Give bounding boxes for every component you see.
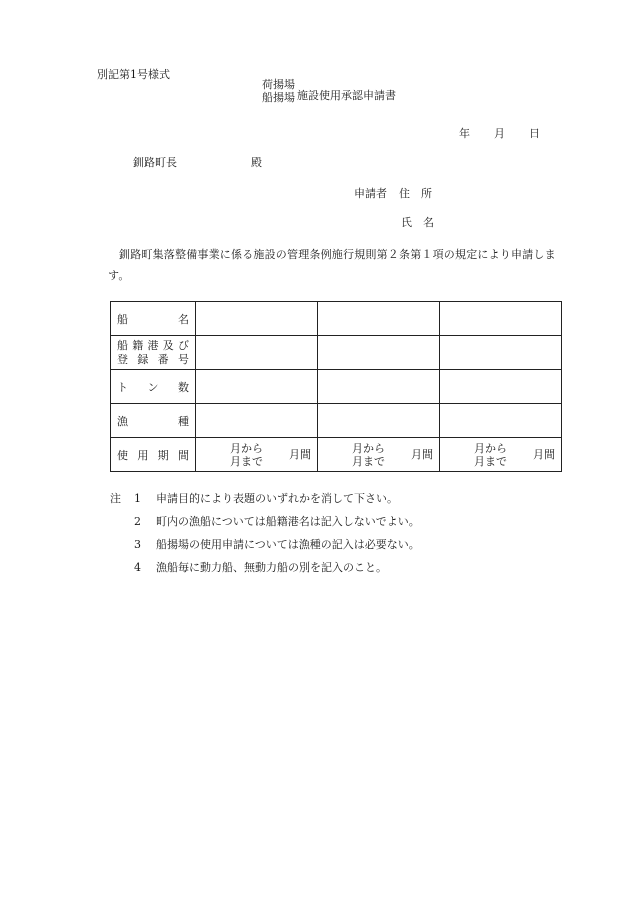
document-title: 施設使用承認申請書	[297, 89, 396, 102]
label-char: 船	[117, 312, 128, 326]
period-from: 月から	[352, 441, 385, 455]
date-month: 月	[494, 127, 505, 140]
table-cell[interactable]	[196, 404, 318, 438]
table-row-tonnage	[111, 370, 562, 404]
table-row-ship-name	[111, 302, 562, 336]
addressee-honorific: 殿	[251, 156, 262, 169]
note-number: 1	[134, 492, 141, 505]
note-indent	[110, 533, 134, 556]
note-indent	[110, 556, 134, 579]
period-content	[440, 442, 561, 468]
label-char: 用	[137, 448, 149, 462]
spread-label	[117, 379, 189, 395]
spread-label	[117, 339, 189, 353]
addressee	[133, 154, 262, 170]
period-cell[interactable]	[318, 438, 440, 472]
label-char: 期	[157, 448, 169, 462]
label-char: 港	[147, 338, 159, 352]
note-text: 船揚場の使用申請については漁種の記入は必要ない。	[156, 538, 420, 551]
label-char: 録	[137, 352, 149, 366]
label-char: 登	[117, 352, 128, 366]
table-row-registry	[111, 336, 562, 370]
table-cell[interactable]	[440, 404, 562, 438]
row-label-ship-name	[111, 302, 196, 336]
label-char: ト	[117, 380, 128, 394]
label-char: 籍	[132, 338, 144, 352]
period-range	[352, 442, 385, 468]
notes	[110, 487, 420, 579]
row-label-tonnage	[111, 370, 196, 404]
note-number: 3	[134, 538, 141, 551]
label-char: び	[178, 338, 189, 352]
row-label-usage-period	[111, 438, 196, 472]
note-text: 町内の漁船については船籍港名は記入しないでよい。	[156, 515, 420, 528]
form-code: 別記第1号様式	[97, 68, 170, 81]
label-char: 及	[162, 338, 174, 352]
spread-label	[117, 311, 189, 327]
period-duration: 月間	[289, 448, 311, 461]
period-to: 月まで	[352, 454, 385, 468]
period-to: 月まで	[474, 454, 507, 468]
period-content	[196, 442, 317, 468]
table-cell[interactable]	[318, 370, 440, 404]
period-from: 月から	[474, 441, 507, 455]
title-option-2: 船揚場	[262, 91, 295, 104]
title-option-1: 荷揚場	[262, 78, 295, 91]
applicant-name-label: 氏 名	[401, 216, 434, 229]
period-range	[474, 442, 507, 468]
note-item	[110, 533, 420, 556]
spread-label	[117, 447, 189, 463]
table-cell[interactable]	[440, 302, 562, 336]
note-text: 漁船毎に動力船、無動力船の別を記入のこと。	[156, 561, 387, 574]
applicant-label: 申請者	[354, 187, 387, 200]
spread-label	[117, 353, 189, 367]
period-range	[230, 442, 263, 468]
applicant-address-line	[354, 185, 432, 201]
body-text: 釧路町集落整備事業に係る施設の管理条例施行規則第２条第１項の規定により申請します。	[108, 248, 556, 282]
note-item	[110, 487, 420, 510]
table-cell[interactable]	[196, 370, 318, 404]
period-cell[interactable]	[440, 438, 562, 472]
period-cell[interactable]	[196, 438, 318, 472]
period-to: 月まで	[230, 454, 263, 468]
label-char: 漁	[117, 414, 128, 428]
label-char: 種	[178, 414, 189, 428]
table-cell[interactable]	[318, 404, 440, 438]
label-char: 間	[177, 448, 189, 462]
note-number: 4	[134, 561, 141, 574]
table-cell[interactable]	[196, 336, 318, 370]
label-char: 使	[117, 448, 128, 462]
notes-head: 注	[110, 492, 121, 505]
table-cell[interactable]	[318, 302, 440, 336]
address-label: 住 所	[399, 187, 432, 200]
period-content	[318, 442, 439, 468]
row-label-registry	[111, 336, 196, 370]
period-duration: 月間	[533, 448, 555, 461]
date-year: 年	[459, 127, 470, 140]
table-cell[interactable]	[440, 370, 562, 404]
period-from: 月から	[230, 441, 263, 455]
label-char: ン	[147, 380, 159, 394]
label-char: 船	[117, 338, 128, 352]
table-row-fishery-type	[111, 404, 562, 438]
note-number: 2	[134, 515, 141, 528]
label-char: 数	[178, 380, 189, 394]
date-line	[459, 125, 540, 141]
period-duration: 月間	[411, 448, 433, 461]
row-label-fishery-type	[111, 404, 196, 438]
note-indent	[110, 510, 134, 533]
title-options	[262, 78, 295, 104]
label-char: 号	[177, 352, 189, 366]
note-text: 申請目的により表題のいずれかを消して下さい。	[156, 492, 398, 505]
label-char: 番	[157, 352, 169, 366]
table-cell[interactable]	[196, 302, 318, 336]
table-row-usage-period	[111, 438, 562, 472]
date-day: 日	[529, 127, 540, 140]
spread-label	[117, 413, 189, 429]
label-char: 名	[178, 312, 189, 326]
vessel-table	[110, 301, 562, 472]
note-item	[110, 510, 420, 533]
note-item	[110, 556, 420, 579]
table-cell[interactable]	[318, 336, 440, 370]
table-cell[interactable]	[440, 336, 562, 370]
addressee-name: 釧路町長	[133, 156, 177, 169]
